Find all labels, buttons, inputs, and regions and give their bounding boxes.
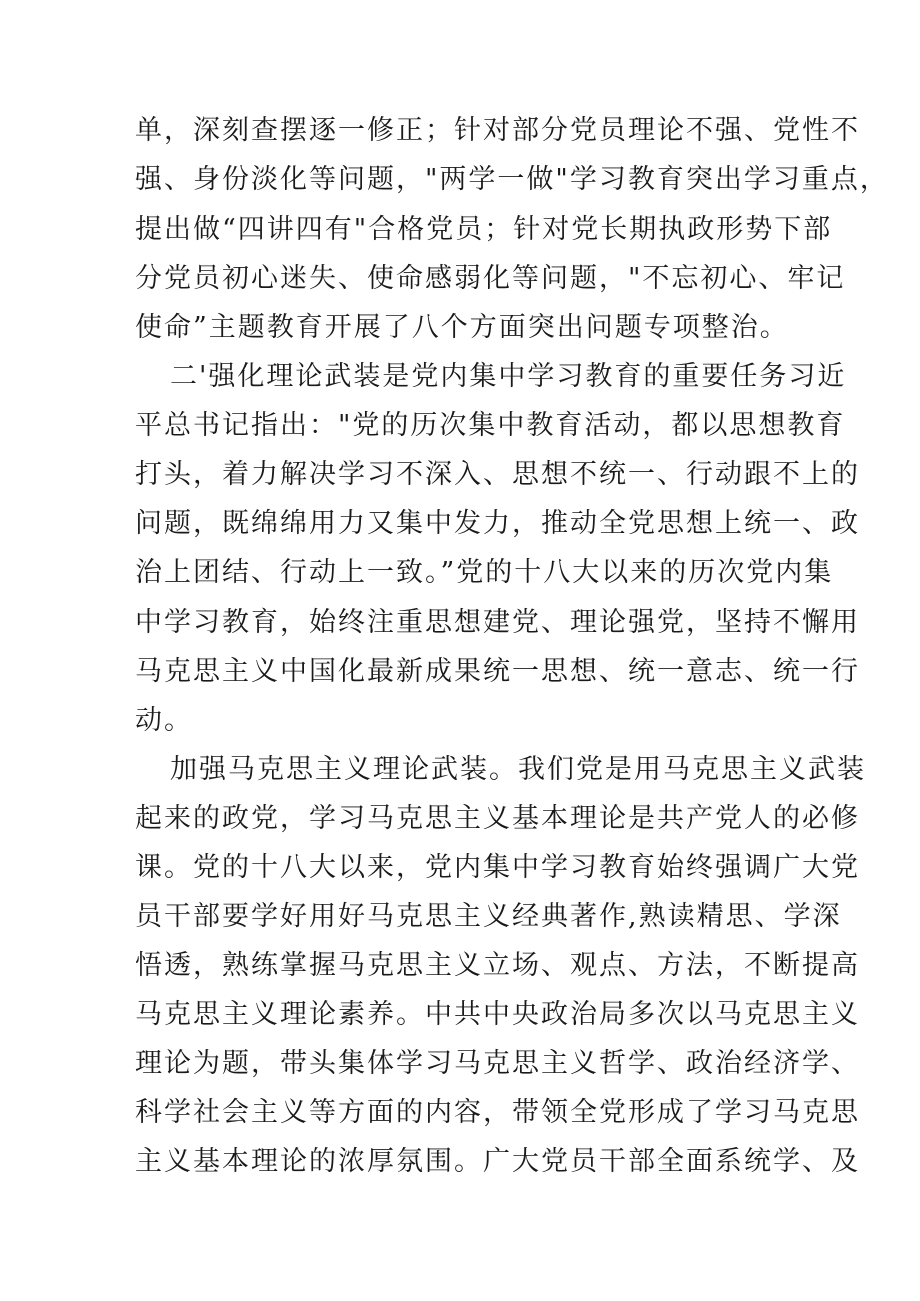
text-line: 中学习教育，始终注重思想建党、理论强党，坚持不懈用 bbox=[135, 607, 860, 638]
text-line: 强、身份淡化等问题，"两学一做"学习教育突出学习重点， bbox=[135, 164, 889, 195]
text-line: 理论为题，带头集体学习马克思主义哲学、政治经济学、 bbox=[135, 1048, 860, 1079]
text-line: 主义基本理论的浓厚氛围。广大党员干部全面系统学、及 bbox=[135, 1146, 860, 1177]
text-line: 提出做“四讲四有"合格党员；针对党长期执政形势下部 bbox=[135, 214, 833, 245]
text-line: 员干部要学好用好马克思主义经典著作,熟读精思、学深 bbox=[135, 901, 842, 932]
text-line: 治上团结、行动上一致。”党的十八大以来的历次党内集 bbox=[135, 557, 834, 588]
text-line: 起来的政党，学习马克思主义基本理论是共产党人的必修 bbox=[135, 803, 860, 834]
text-line: 马克思主义理论素养。中共中央政治局多次以马克思主义 bbox=[135, 999, 860, 1030]
text-line: 动。 bbox=[135, 705, 193, 736]
text-line: 悟透，熟练掌握马克思主义立场、观点、方法，不断提高 bbox=[135, 950, 860, 981]
text-line: 打头，着力解决学习不深入、思想不统一、行动跟不上的 bbox=[135, 459, 860, 490]
paragraph-heading: 加强马克思主义理论武装。我们党是用马克思主义武装 bbox=[170, 754, 866, 785]
text-line: 单，深刻查摆逐一修正；针对部分党员理论不强、党性不 bbox=[135, 115, 860, 146]
text-line: 平总书记指出："党的历次集中教育活动，都以思想教育 bbox=[135, 410, 846, 441]
text-line: 课。党的十八大以来，党内集中学习教育始终强调广大党 bbox=[135, 852, 860, 883]
text-line: 马克思主义中国化最新成果统一思想、统一意志、统一行 bbox=[135, 656, 860, 687]
paragraph-heading: 二'强化理论武装是党内集中学习教育的重要任务习近 bbox=[170, 361, 847, 392]
text-line: 分党员初心迷失、使命感弱化等问题，"不忘初心、牢记 bbox=[135, 263, 846, 294]
text-line: 问题，既绵绵用力又集中发力，推动全党思想上统一、政 bbox=[135, 508, 860, 539]
text-line: 科学社会主义等方面的内容，带领全党形成了学习马克思 bbox=[135, 1097, 860, 1128]
text-line: 使命”主题教育开展了八个方面突出问题专项整治。 bbox=[135, 312, 789, 343]
